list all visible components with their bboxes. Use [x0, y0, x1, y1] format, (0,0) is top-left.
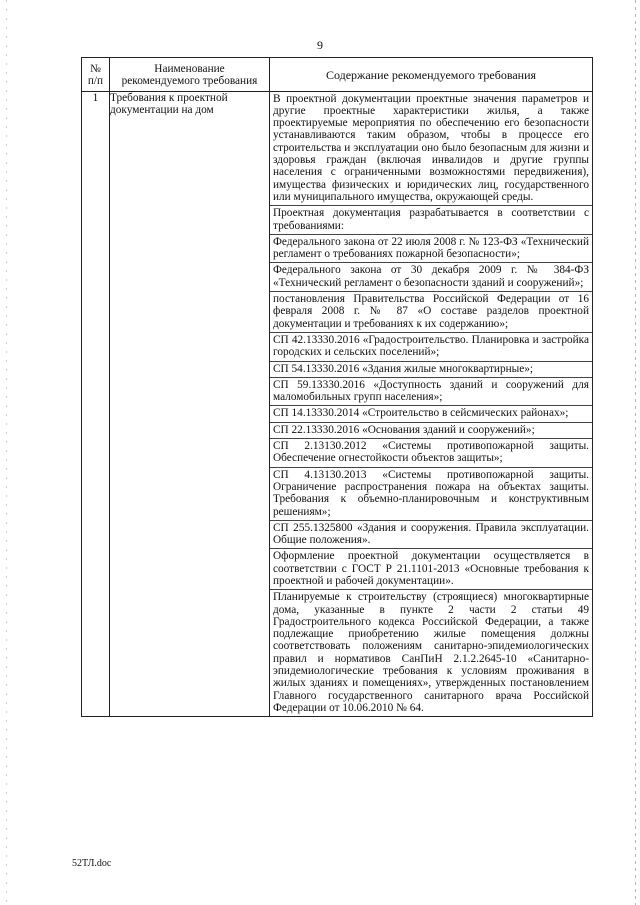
- content-paragraph: Оформление проектной документации осуществляется в соответствии с ГОСТ Р 21.1101-2013 «Основные требования к проектной и рабочей документации».: [270, 549, 592, 590]
- scan-edge-right: [635, 0, 636, 905]
- scan-edge-left: [6, 0, 7, 905]
- page-number: 9: [317, 38, 323, 52]
- header-num-label: № п/п: [87, 63, 104, 88]
- requirement-content: [270, 91, 593, 717]
- content-paragraph: СП 22.13330.2016 «Основания зданий и сооружений»;: [270, 423, 592, 439]
- content-paragraph: СП 54.13330.2016 «Здания жилые многоквартирные»;: [270, 362, 592, 378]
- content-paragraph: СП 2.13130.2012 «Системы противопожарной защиты. Обеспечение огнестойкости объектов защиты»;: [270, 439, 592, 468]
- content-paragraph: В проектной документации проектные значения параметров и другие проектные характеристики жилья, а также проектируемые мероприятия по обеспечению его безопасности устанавливаются таким образом, чтобы в процессе его строительства и эксплуатации оно было безопасным для жизни и здоровья граждан (включая инвалидов и другие группы населения с ограниченными возможностями передвижения), имущества физических и юридических лиц, государственного или муниципального имущества, окружающей среды.: [270, 92, 592, 207]
- header-name-label: Наименование рекомендуемого требования: [121, 63, 258, 88]
- content-paragraph: СП 59.13330.2016 «Доступность зданий и сооружений для маломобильных групп населения»;: [270, 378, 592, 407]
- header-num: [82, 58, 110, 92]
- table-header-row: [82, 58, 593, 92]
- content-paragraph: Федерального закона от 22 июля 2008 г. № 123-ФЗ «Технический регламент о требованиях пожарной безопасности»;: [270, 235, 592, 264]
- content-paragraph: СП 14.13330.2014 «Строительство в сейсмических районах»;: [270, 406, 592, 422]
- content-paragraph: Проектная документация разрабатывается в соответствии с требованиями:: [270, 206, 592, 235]
- content-paragraph: Федерального закона от 30 декабря 2009 г. № 384-ФЗ «Технический регламент о безопасности зданий и сооружений»;: [270, 263, 592, 292]
- requirement-name: Требования к проектной документации на дом: [110, 91, 270, 717]
- footer-filename: 52ТЛ.doc: [72, 858, 112, 869]
- content-paragraph: постановления Правительства Российской Федерации от 16 февраля 2008 г. № 87 «О составе разделов проектной документации и требованиях к их содержанию»;: [270, 292, 592, 333]
- table-row: [82, 91, 593, 717]
- content-paragraph: СП 42.13330.2016 «Градостроительство. Планировка и застройка городских и сельских поселений»;: [270, 333, 592, 362]
- header-content: [270, 58, 593, 92]
- row-number: 1: [82, 91, 110, 717]
- requirements-table: [81, 57, 593, 717]
- content-paragraph: СП 4.13130.2013 «Системы противопожарной защиты. Ограничение распространения пожара на объектах защиты. Требования к объемно-планировочным и конструктивным решениям»;: [270, 468, 592, 521]
- header-content-label: Содержание рекомендуемого требования: [325, 68, 537, 82]
- header-name: [110, 58, 270, 92]
- content-paragraph: СП 255.1325800 «Здания и сооружения. Правила эксплуатации. Общие положения».: [270, 521, 592, 550]
- content-paragraph: Планируемые к строительству (строящиеся) многоквартирные дома, указанные в пункте 2 части 2 статьи 49 Градостроительного кодекса Российской Федерации, а также подлежащие приобретению жилые помещения должны соответствовать положениям санитарно-эпидемиологических правил и нормативов СанПиН 2.1.2.2645-10 «Санитарно-эпидемиологические требования к условиям проживания в жилых зданиях и помещениях», утвержденных постановлением Главного государственного санитарного врача Российской Федерации от 10.06.2010 № 64.: [273, 591, 589, 714]
